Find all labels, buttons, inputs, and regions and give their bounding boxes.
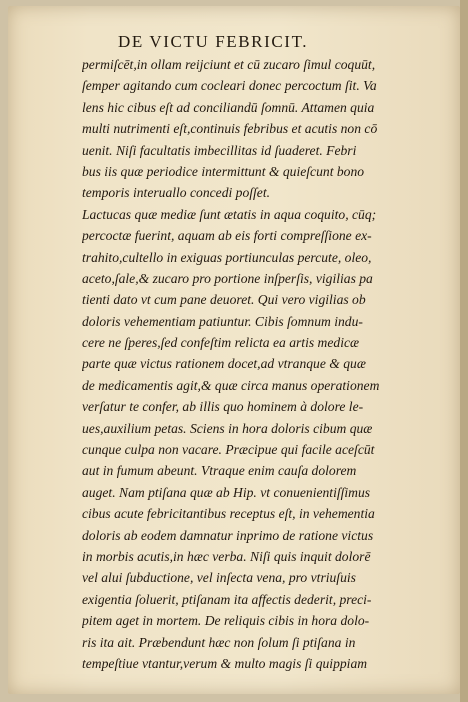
text-line: parte quæ victus rationem docet,ad vtranque & quæ [82, 356, 366, 372]
page-edge [460, 0, 468, 702]
text-line: doloris vehementiam patiuntur. Cibis ſomnum indu- [82, 313, 363, 329]
text-line: tienti dato vt cum pane deuoret. Qui vero vigilias ob [82, 292, 366, 308]
text-line: trahito,cultello in exiguas portiunculas percute, oleo, [82, 249, 372, 265]
text-line: doloris ab eodem damnatur inprimo de ratione victus [82, 527, 374, 543]
text-line: cibus acute febricitantibus receptus eſt, in vehementia [82, 506, 375, 522]
text-line: uenit. Niſi facultatis imbecillitas id ſuaderet. Febri [82, 142, 357, 158]
text-line: multi nutrimenti eſt,continuis febribus et acutis non cō [82, 121, 378, 137]
text-line: exigentia ſoluerit, ptiſanam ita affectis dederit, preci- [82, 591, 372, 607]
text-line: aceto,ſale,& zucaro pro portione inſperſis, vigilias pa [82, 270, 373, 286]
text-line: ſemper agitando cum cocleari donec percoctum ſit. Va [82, 78, 377, 94]
text-line: pitem aget in mortem. De reliquis cibis in hora dolo- [82, 613, 370, 629]
page-body [82, 54, 422, 674]
text-line: vel alui ſubductione, vel inſecta vena, pro vtriuſuis [82, 570, 356, 586]
text-line: de medicamentis agit,& quæ circa manus operationem [82, 377, 380, 393]
text-line: cere ne ſperes,ſed confeſtim relicta ea artis medicæ [82, 335, 360, 351]
book-page [8, 6, 460, 694]
text-line: cunque culpa non vacare. Præcipue qui facile aceſcūt [82, 442, 375, 458]
text-line: permiſcēt,in ollam reijciunt et cū zucaro ſimul coquūt, [82, 57, 376, 72]
text-line: verſatur te confer, ab illis quo hominem à dolore le- [82, 399, 364, 415]
text-line: aut in fumum abeunt. Vtraque enim cauſa dolorem [82, 463, 357, 479]
text-line: bus iis quæ periodice intermittunt & quieſcunt bono [82, 163, 365, 179]
text-line: temporis interuallo concedi poſſet. [82, 185, 271, 201]
text-line: percoctæ fuerint, aquam ab eis forti compreſſione ex- [82, 228, 372, 244]
text-line: ues,auxilium petas. Sciens in hora doloris cibum quæ [82, 420, 373, 436]
text-line: in morbis acutis,in hæc verba. Niſi quis inquit dolorē [82, 548, 371, 564]
running-header: DE VICTU FEBRICIT. [118, 32, 309, 51]
text-line: auget. Nam ptiſana quæ ab Hip. vt conuenientiſſimus [82, 484, 371, 500]
text-line: ris ita ait. Præbendunt hæc non ſolum ſi ptiſana in [82, 634, 356, 650]
text-line: lens hic cibus eſt ad conciliandū ſomnū. Attamen quia [82, 99, 375, 115]
text-line: tempeſtiue vtantur,verum & multo magis ſi quippiam [82, 655, 368, 671]
text-line: Lactucas quæ mediæ ſunt ætatis in aqua coquito, cūq; [82, 206, 377, 222]
